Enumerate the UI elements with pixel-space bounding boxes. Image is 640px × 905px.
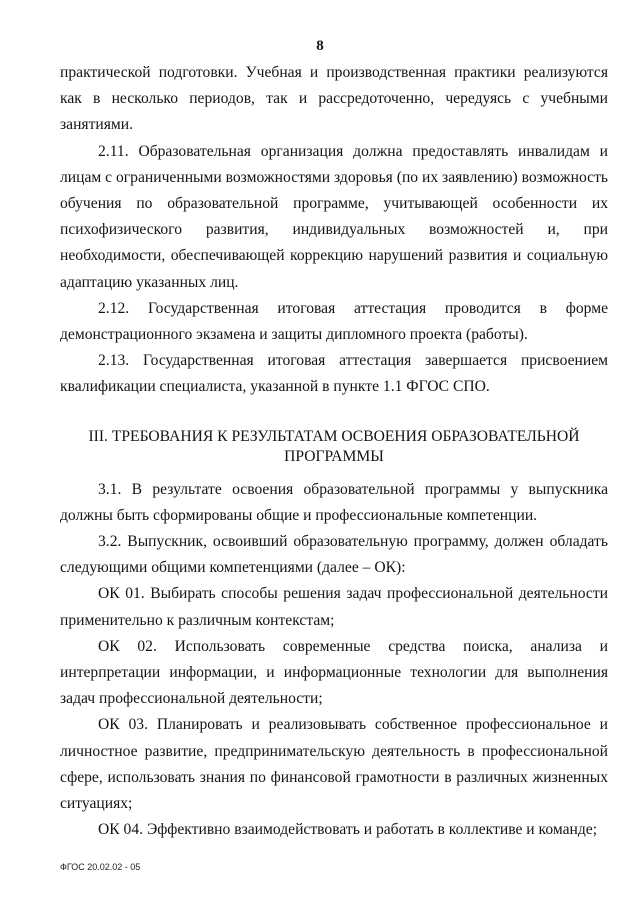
paragraph-2-13: 2.13. Государственная итоговая аттестация завершается присвоением квалификации специалиста, указанной в пункте 1.1 ФГОС СПО. xyxy=(60,352,608,396)
document-footer: ФГОС 20.02.02 - 05 xyxy=(60,862,141,872)
paragraph-2-12: 2.12. Государственная итоговая аттестация проводится в форме демонстрационного экзамена и защиты дипломного проекта (работы). xyxy=(60,299,608,344)
competence-ok-02: ОК 02. Использовать современные средства поиска, анализа и интерпретации информации, и информационные технологии для выполнения задач профессиональной деятельности; xyxy=(60,637,608,708)
paragraph-2-11: 2.11. Образовательная организация должна предоставлять инвалидам и лицам с ограниченными возможностями здоровья (по их заявлению) возможность обучения по образовательной программе, учитывающей особенности их психофизического развития, индивидуальных возможностей и, при необходимости, обеспечивающей коррекцию нарушений развития и социальную адаптацию указанных лиц. xyxy=(60,142,608,291)
heading-spacer xyxy=(60,401,608,427)
paragraph-3-1: 3.1. В результате освоения образовательной программы у выпускника должны быть сформированы общие и профессиональные компетенции. xyxy=(60,480,608,524)
competence-ok-03: ОК 03. Планировать и реализовывать собственное профессиональное и личностное развитие, предпринимательскую деятельность в профессиональной сфере, использовать знания по финансовой грамотности в различных жизненных ситуациях; xyxy=(60,716,608,813)
paragraph-3-2: 3.2. Выпускник, освоивший образовательную программу, должен обладать следующими общими компетенциями (далее – ОК): xyxy=(60,533,608,577)
heading-spacer-after xyxy=(60,467,608,477)
section-heading: III. ТРЕБОВАНИЯ К РЕЗУЛЬТАТАМ ОСВОЕНИЯ ОБРАЗОВАТЕЛЬНОЙ ПРОГРАММЫ xyxy=(88,427,580,465)
page-number: 8 xyxy=(316,38,324,54)
paragraph-practice-continuation: практической подготовки. Учебная и производственная практики реализуются как в несколько периодов, так и рассредоточенно, чередуясь с учебными занятиями. xyxy=(60,64,608,134)
document-body xyxy=(60,60,608,843)
competence-ok-04: ОК 04. Эффективно взаимодействовать и работать в коллективе и команде; xyxy=(98,821,598,839)
competence-ok-01: ОК 01. Выбирать способы решения задач профессиональной деятельности применительно к различным контекстам; xyxy=(60,585,608,629)
